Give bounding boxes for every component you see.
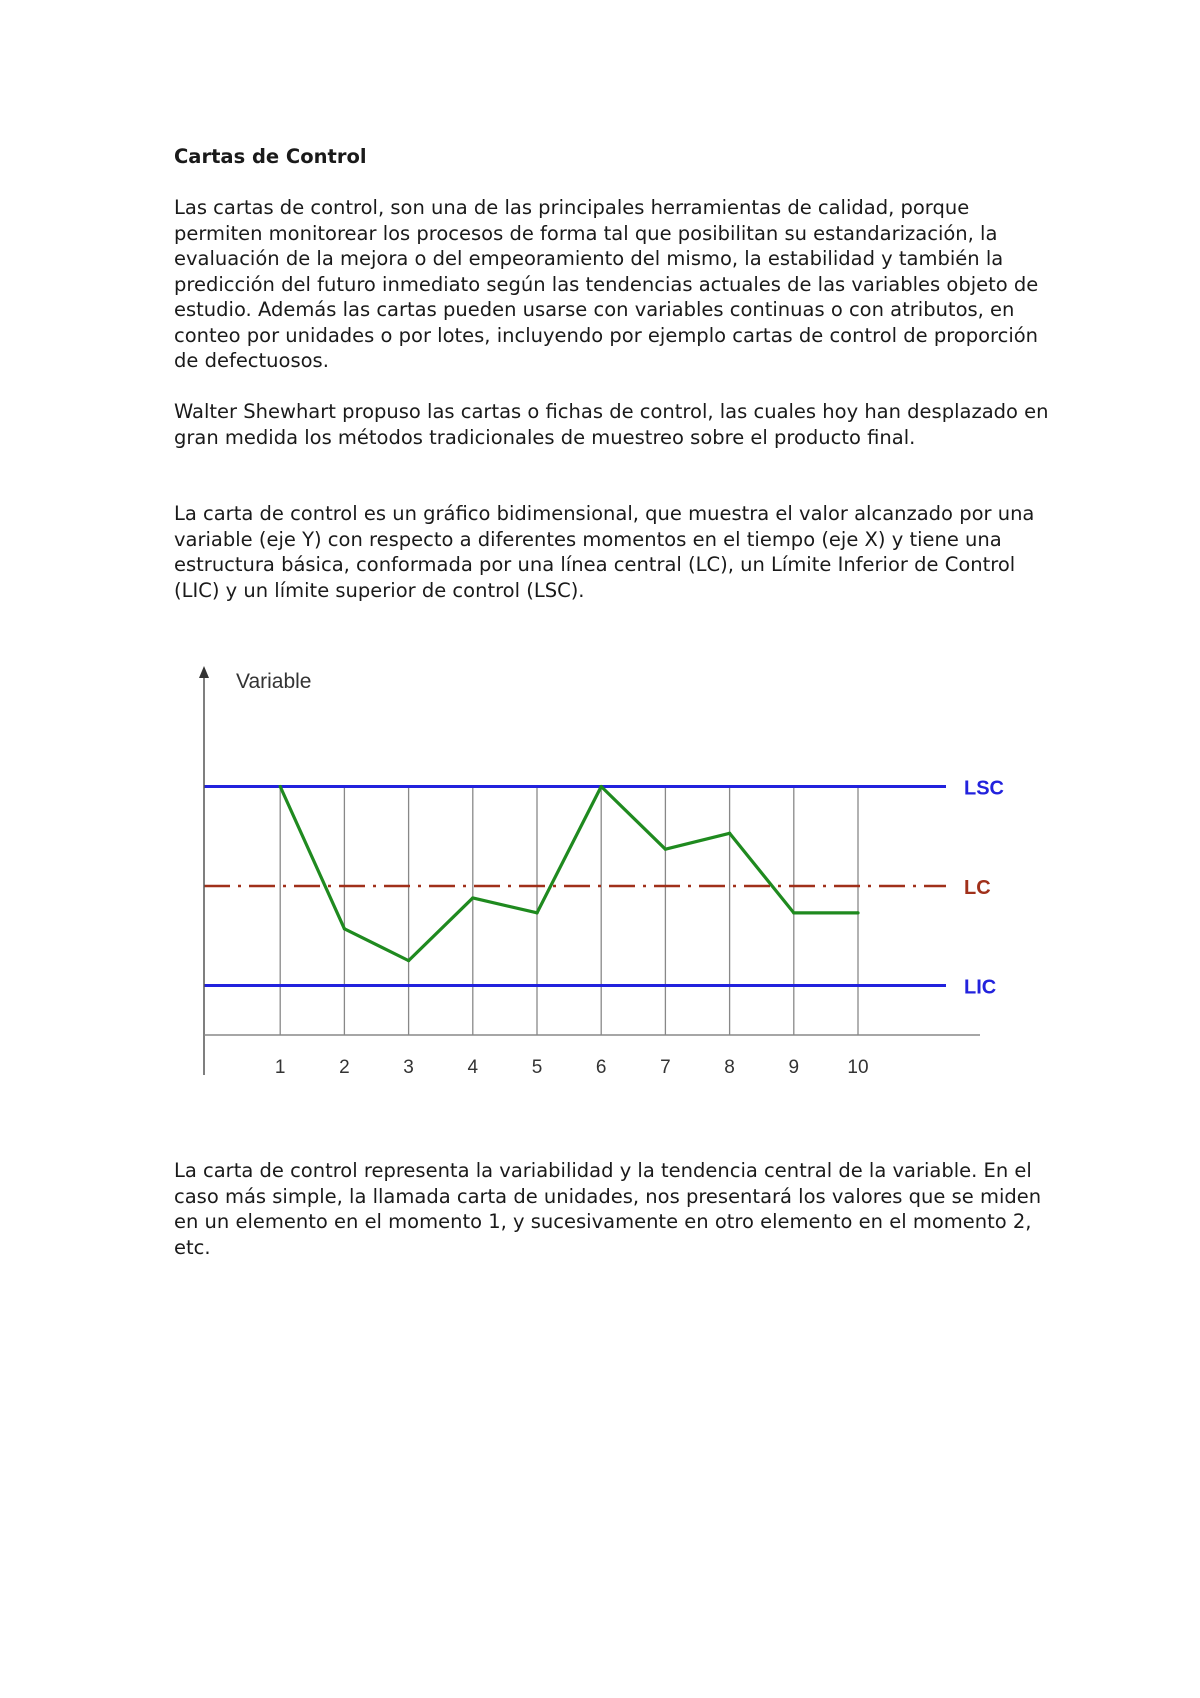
y-axis-label: Variable xyxy=(236,670,312,693)
reference-label-lc: LC xyxy=(964,877,991,899)
document-title: Cartas de Control xyxy=(174,145,367,168)
data-point xyxy=(600,785,603,788)
x-tick-label: 10 xyxy=(847,1057,869,1078)
x-tick-label: 7 xyxy=(660,1057,671,1078)
data-point xyxy=(792,911,795,914)
paragraph-shewhart: Walter Shewhart propuso las cartas o fichas de control, las cuales hoy han desplazado en gran medida los métodos tradicionales de muestreo sobre el producto final. xyxy=(174,400,1049,449)
series-layer xyxy=(279,785,860,962)
data-point xyxy=(535,911,538,914)
series-line xyxy=(280,787,858,961)
reference-label-lsc: LSC xyxy=(964,777,1004,800)
axes xyxy=(199,666,980,1075)
x-tick-label: 3 xyxy=(403,1057,414,1078)
control-chart xyxy=(180,660,1080,1100)
data-point xyxy=(407,959,410,962)
paragraph-structure: La carta de control es un gráfico bidimensional, que muestra el valor alcanzado por una variable (eje Y) con respecto a diferentes momentos en el tiempo (eje X) y tiene una estructura básica, conformada por una línea central (LC), un Límite Inferior de Control (LIC) y un límite superior de control (LSC). xyxy=(174,502,1035,602)
grid-lines xyxy=(280,786,858,1035)
paragraph-variability: La carta de control representa la variabilidad y la tendencia central de la variable. En el caso más simple, la llamada carta de unidades, nos presentará los valores que se miden en un elemento en el momento 1, y sucesivamente en otro elemento en el momento 2, etc. xyxy=(174,1159,1042,1259)
y-axis-arrow-icon xyxy=(199,666,209,678)
x-tick-labels xyxy=(275,1057,869,1078)
x-tick-label: 6 xyxy=(595,1057,607,1078)
data-point xyxy=(728,832,731,835)
data-point xyxy=(856,911,859,914)
x-tick-label: 2 xyxy=(339,1057,350,1078)
x-tick-label: 5 xyxy=(531,1057,543,1078)
data-point xyxy=(279,785,282,788)
data-point xyxy=(343,927,346,930)
x-tick-label: 9 xyxy=(788,1057,800,1078)
data-point xyxy=(471,896,474,899)
x-tick-label: 4 xyxy=(467,1057,479,1078)
x-tick-label: 8 xyxy=(724,1057,735,1078)
x-tick-label: 1 xyxy=(274,1057,286,1078)
reference-lines xyxy=(204,778,1004,999)
reference-label-lic: LIC xyxy=(964,976,997,999)
data-point xyxy=(664,848,667,851)
paragraph-intro: Las cartas de control, son una de las principales herramientas de calidad, porque permiten monitorear los procesos de forma tal que posibilitan su estandarización, la evaluación de la mejora o del empeoramiento del mismo, la estabilidad y también la predicción del futuro inmediato según las tendencias actuales de las variables objeto de estudio. Además las cartas pueden usarse con variables continuas o con atributos, en conteo por unidades o por lotes, incluyendo por ejemplo cartas de control de proporción de defectuosos. xyxy=(174,196,1039,372)
